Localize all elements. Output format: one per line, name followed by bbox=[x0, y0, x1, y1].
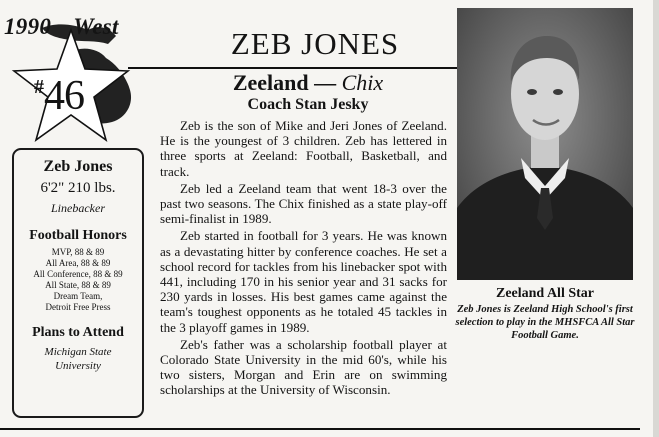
caption-text: Zeb Jones is Zeeland High School's first selection to play in the MHSFCA All Star Football Game. bbox=[455, 304, 635, 341]
coach-name: Coach Stan Jesky bbox=[247, 96, 369, 113]
footer-rule bbox=[0, 428, 640, 430]
honors-title: Football Honors bbox=[29, 228, 127, 243]
player-name-title: ZEB JONES bbox=[230, 26, 400, 61]
honor-item: MVP, 88 & 89 bbox=[51, 247, 105, 257]
photo-caption bbox=[450, 285, 640, 342]
honor-item: Dream Team, bbox=[53, 291, 103, 301]
plans-list bbox=[14, 345, 142, 373]
jersey-number bbox=[34, 66, 114, 117]
hash-sign: # bbox=[34, 76, 43, 98]
plan-line: University bbox=[55, 360, 101, 372]
school-name: Zeeland bbox=[232, 70, 309, 95]
honor-item: Detroit Free Press bbox=[45, 302, 111, 312]
bio-paragraph: Zeb is the son of Mike and Jeri Jones of Zeeland. He is the youngest of 3 children. Zeb has lettered in three sports at Zeeland: Football, Basketball, and track. bbox=[160, 118, 447, 179]
player-info-box bbox=[12, 148, 144, 418]
bio-paragraph: Zeb's father was a scholarship football player at Colorado State University in the mid 60's, while his two sisters, Morgan and Erin are on swimming scholarships at the University of Wisconsin. bbox=[160, 336, 447, 398]
info-name: Zeb Jones bbox=[43, 158, 113, 175]
school-line: Zeeland — Chix bbox=[232, 70, 384, 95]
bio-paragraph: Zeb led a Zeeland team that went 18-3 over the past two seasons. The Chix finished as a state play-off semi-finalist in 1989. bbox=[160, 180, 447, 227]
biography bbox=[160, 118, 447, 400]
height-weight: 6'2" 210 lbs. bbox=[40, 180, 116, 196]
bio-paragraph: Zeb started in football for 3 years. He was known as a devastating hitter by conference coaches. He set a school record for tackles from his linebacker spot with 441, including 170 in his senior year and 31 sacks for 230 yards in losses. His best games came against the team's toughest opponents as he totaled 45 tackles in the 3 playoff games in 1989. bbox=[160, 228, 447, 335]
honor-item: All State, 88 & 89 bbox=[45, 280, 111, 290]
plan-line: Michigan State bbox=[44, 346, 112, 358]
caption-title: Zeeland All Star bbox=[495, 286, 594, 301]
position: Linebacker bbox=[51, 201, 105, 215]
team-name: Chix bbox=[341, 70, 384, 95]
player-photo bbox=[457, 8, 633, 280]
honor-item: All Conference, 88 & 89 bbox=[33, 269, 123, 279]
region: West bbox=[73, 14, 119, 39]
honor-item: All Area, 88 & 89 bbox=[45, 258, 111, 268]
honors-list bbox=[14, 247, 142, 313]
number-value: 46 bbox=[44, 73, 84, 119]
year: 1990 bbox=[4, 14, 52, 39]
page-edge bbox=[653, 0, 659, 437]
header-rule bbox=[128, 67, 458, 69]
plans-title: Plans to Attend bbox=[32, 325, 124, 340]
